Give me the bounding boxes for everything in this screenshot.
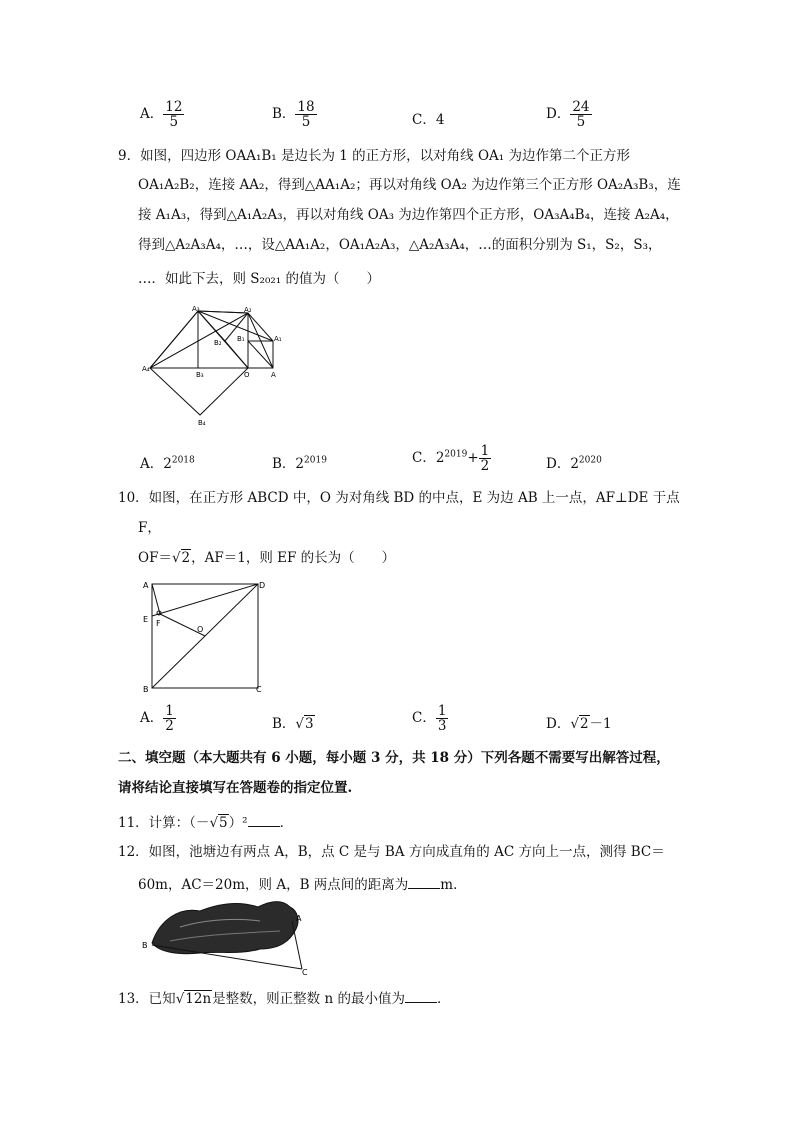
- q9-option-c[interactable]: C．$2^{2019}+$ $\frac{1}{2}$: [412, 443, 490, 475]
- q13: 13．已知√12n是整数，则正整数 n 的最小值为 ．: [118, 991, 451, 1007]
- q9-line-4: 得到△A₂A₃A₄，…，设△AA₁A₂，OA₁A₂A₃，△A₂A₃A₄，…的面积分别为 S₁，S₂，S₃，: [138, 237, 662, 253]
- q9-option-a[interactable]: A．$2^{2018}$: [140, 455, 195, 472]
- q9-label-b4: B₄: [198, 419, 206, 427]
- q8-option-b[interactable]: B． $\frac{18}{5}$: [272, 99, 315, 131]
- q10-figure: [140, 578, 270, 693]
- q12-label-b: B: [142, 941, 148, 950]
- q9-label-a1: A₁: [274, 335, 282, 343]
- q10-option-d[interactable]: D．√2－1: [546, 716, 612, 732]
- q10-label-b: B: [143, 685, 149, 693]
- q9-line-5: …．如此下去，则 S₂₀₂₁ 的值为（ ）: [138, 271, 380, 287]
- q8-option-a[interactable]: A． $\frac{12}{5}$: [140, 99, 183, 131]
- q12-label-c: C: [302, 968, 308, 977]
- q11: 11．计算：（－√5）² ．: [118, 815, 294, 831]
- q9-label-a3: A₃: [192, 305, 200, 313]
- q9-option-b[interactable]: B．$2^{2019}$: [272, 455, 327, 472]
- q10-label-c: C: [256, 685, 262, 693]
- q10-line-3: OF＝√2，AF＝1，则 EF 的长为（ ）: [138, 550, 396, 566]
- q8-option-d[interactable]: D． $\frac{24}{5}$: [546, 99, 590, 131]
- q9-label-a4: A₄: [142, 365, 150, 373]
- q9-line-2: OA₁A₂B₂，连接 AA₂，得到△AA₁A₂；再以对角线 OA₂ 为边作第三个正方形 OA₂A₃B₃，连: [138, 177, 681, 193]
- q10-label-a: A: [143, 581, 149, 590]
- q10-line-1: 10．如图，在正方形 ABCD 中，O 为对角线 BD 的中点，E 为边 AB 上一点，AF⊥DE 于点: [118, 490, 680, 506]
- q10-label-e: E: [143, 615, 149, 624]
- q12-figure: [140, 897, 315, 977]
- q9-label-b2: B₂: [214, 339, 222, 347]
- q12-line-1: 12．如图，池塘边有两点 A，B，点 C 是与 BA 方向成直角的 AC 方向上一点，测得 BC＝: [118, 844, 665, 860]
- q9-line-1: 9．如图，四边形 OAA₁B₁ 是边长为 1 的正方形，以对角线 OA₁ 为边作第二个正方形: [118, 148, 630, 164]
- section2-heading-line-2: 请将结论直接填写在答题卷的指定位置.: [118, 780, 353, 796]
- q10-option-b[interactable]: B．√3: [272, 716, 314, 732]
- section2-heading-line-1: 二、填空题（本大题共有 6 小题，每小题 3 分，共 18 分）下列各题不需要写出解答过程，: [118, 750, 670, 766]
- q10-label-f: F: [156, 619, 161, 628]
- q10-option-c[interactable]: C． $\frac{1}{3}$: [412, 703, 447, 735]
- q10-option-a[interactable]: A． $\frac{1}{2}$: [140, 703, 174, 735]
- q10-line-2: F，: [138, 520, 161, 536]
- q9-label-b3: B₃: [196, 371, 204, 379]
- q9-label-b1: B₁: [237, 335, 245, 343]
- q10-label-o: O: [197, 625, 204, 634]
- q10-label-d: D: [259, 581, 266, 590]
- q9-line-3: 接 A₁A₃，得到△A₁A₂A₃，再以对角线 OA₃ 为边作第四个正方形，OA₃A₄B₄，连接 A₂A₄，: [138, 207, 679, 223]
- q9-option-d[interactable]: D．$2^{2020}$: [546, 455, 602, 472]
- q9-figure: [140, 303, 290, 428]
- q9-label-o: O: [244, 371, 250, 379]
- q11-answer-blank[interactable]: [248, 814, 280, 827]
- q12-answer-blank[interactable]: [408, 876, 440, 889]
- q12-label-a: A: [296, 914, 302, 923]
- q9-label-a: A: [271, 371, 276, 379]
- q8-option-c[interactable]: C．4: [412, 112, 445, 128]
- q13-answer-blank[interactable]: [405, 990, 437, 1003]
- q12-line-2: 60m，AC＝20m，则 A，B 两点间的距离为 m．: [138, 877, 467, 893]
- q9-label-a2: A₂: [244, 306, 252, 314]
